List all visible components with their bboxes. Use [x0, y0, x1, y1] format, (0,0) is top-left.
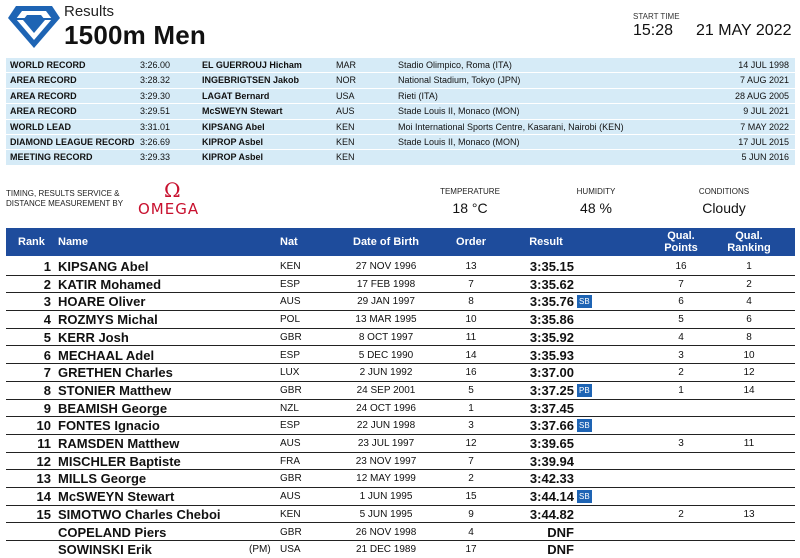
dob-cell: 23 JUL 1997 — [357, 438, 415, 449]
start-time-label: START TIME — [633, 12, 680, 21]
order-cell: 2 — [468, 473, 474, 485]
order-cell: 5 — [468, 384, 474, 396]
header-qual-points-2: Points — [664, 242, 698, 254]
athlete-name: SIMOTWO Charles Cheboi — [58, 506, 221, 522]
result-cell: 3:37.25 — [529, 382, 574, 398]
result-cell: 3:37.45 — [529, 400, 574, 416]
record-mark: 3:28.32 — [140, 75, 171, 86]
event-date: 21 MAY 2022 — [696, 22, 792, 39]
athlete-name: RAMSDEN Matthew — [58, 436, 180, 451]
record-mark: 3:29.51 — [140, 106, 171, 117]
result-cell: DNF — [547, 542, 574, 558]
order-cell: 13 — [465, 261, 477, 272]
athlete-name: COPELAND Piers — [58, 524, 167, 540]
rank-cell: 7 — [43, 365, 51, 381]
result-cell: 3:37.00 — [529, 365, 574, 381]
record-venue: National Stadium, Tokyo (JPN) — [398, 75, 521, 86]
table-row — [6, 276, 795, 294]
record-holder: KIPROP Asbel — [202, 137, 264, 147]
qual-ranking-cell: 11 — [743, 438, 755, 449]
dob-cell: 21 DEC 1989 — [355, 544, 417, 556]
dob-cell: 12 MAY 1999 — [356, 473, 416, 485]
record-nat: KEN — [336, 152, 355, 163]
table-row — [6, 347, 795, 365]
dob-cell: 5 JUN 1995 — [359, 508, 413, 520]
record-nat: KEN — [336, 137, 355, 147]
record-mark: 3:31.01 — [140, 121, 171, 132]
record-mark: 3:26.00 — [140, 60, 171, 70]
qual-ranking-cell: 12 — [743, 367, 755, 379]
result-cell: 3:35.76 — [529, 294, 574, 310]
nat-cell: KEN — [280, 261, 301, 272]
athlete-name: MISCHLER Baptiste — [58, 453, 181, 469]
record-nat: AUS — [336, 106, 355, 117]
header-order: Order — [456, 236, 486, 248]
event-title: 1500m Men — [64, 20, 206, 50]
record-row — [6, 73, 795, 88]
qual-ranking-cell: 2 — [746, 278, 752, 290]
record-holder: KIPROP Asbel — [202, 152, 264, 163]
qual-ranking-cell: 14 — [743, 384, 755, 396]
record-venue: Rieti (ITA) — [398, 90, 438, 101]
record-venue: Stadio Olimpico, Roma (ITA) — [398, 60, 512, 70]
nat-cell: GBR — [280, 526, 302, 538]
rank-cell: 3 — [43, 294, 51, 310]
humidity-label: HUMIDITY — [576, 187, 616, 196]
header-nat: Nat — [280, 236, 298, 248]
record-title: DIAMOND LEAGUE RECORD — [10, 137, 135, 147]
timing-label: TIMING, RESULTS SERVICE & DISTANCE MEASUREMENT BY — [6, 189, 124, 208]
record-title: WORLD LEAD — [10, 121, 71, 132]
athlete-name: KATIR Mohamed — [58, 276, 162, 292]
record-title: AREA RECORD — [10, 106, 77, 117]
record-venue: Stade Louis II, Monaco (MON) — [398, 106, 520, 117]
header-dob: Date of Birth — [353, 236, 419, 248]
dob-cell: 1 JUN 1995 — [359, 491, 413, 503]
result-cell: 3:44.82 — [529, 506, 574, 522]
record-date: 28 AUG 2005 — [734, 90, 789, 101]
order-cell: 11 — [465, 331, 477, 343]
table-row — [6, 293, 795, 311]
table-row — [6, 488, 795, 506]
record-holder: INGEBRIGTSEN Jakob — [202, 75, 300, 86]
dob-cell: 24 SEP 2001 — [356, 384, 416, 396]
rank-cell: 15 — [36, 506, 51, 522]
result-cell: 3:35.92 — [529, 329, 574, 345]
athlete-name: KIPSANG Abel — [58, 259, 149, 274]
record-row — [6, 104, 795, 119]
record-mark: 3:29.33 — [140, 152, 171, 163]
record-title: AREA RECORD — [10, 90, 77, 101]
record-row — [6, 135, 795, 150]
record-holder: KIPSANG Abel — [202, 121, 265, 132]
record-row — [6, 150, 795, 165]
nat-cell: AUS — [280, 491, 301, 503]
qual-points-cell: 6 — [678, 296, 684, 308]
athlete-name: MECHAAL Adel — [58, 347, 155, 363]
result-badge: SB — [579, 421, 590, 431]
rank-cell: 2 — [43, 276, 51, 292]
qual-points-cell: 5 — [678, 314, 684, 326]
record-date: 5 JUN 2016 — [741, 152, 789, 163]
rank-cell: 12 — [36, 453, 51, 469]
record-row — [6, 58, 795, 73]
record-date: 7 AUG 2021 — [739, 75, 789, 86]
dob-cell: 26 NOV 1998 — [355, 526, 417, 538]
record-holder: EL GUERROUJ Hicham — [202, 60, 302, 70]
order-cell: 12 — [465, 438, 477, 449]
result-badge: SB — [579, 297, 590, 307]
result-cell: 3:37.66 — [529, 418, 574, 434]
table-row — [6, 382, 795, 400]
qual-ranking-cell: 1 — [746, 261, 752, 272]
table-row — [6, 506, 795, 524]
order-cell: 4 — [468, 526, 474, 538]
qual-points-cell: 2 — [678, 367, 684, 379]
nat-cell: GBR — [280, 331, 302, 343]
order-cell: 16 — [465, 367, 477, 379]
nat-cell: USA — [280, 544, 301, 556]
rank-cell: 4 — [43, 312, 51, 328]
record-row — [6, 89, 795, 104]
table-row — [6, 435, 795, 453]
table-row — [6, 258, 795, 276]
nat-cell: ESP — [280, 278, 301, 290]
results-label: Results — [64, 3, 115, 20]
qual-ranking-cell: 4 — [746, 296, 752, 308]
record-venue: Moi International Sports Centre, Kasarani, Nairobi (KEN) — [398, 121, 624, 132]
dob-cell: 13 MAR 1995 — [355, 314, 417, 326]
order-cell: 8 — [468, 296, 474, 308]
dob-cell: 22 JUN 1998 — [356, 420, 416, 432]
dob-cell: 29 JAN 1997 — [357, 296, 415, 308]
rank-cell: 5 — [43, 329, 51, 345]
athlete-name: McSWEYN Stewart — [58, 489, 175, 505]
record-date: 17 JUL 2015 — [738, 137, 789, 147]
record-title: WORLD RECORD — [10, 60, 86, 70]
nat-cell: LUX — [280, 367, 300, 379]
order-cell: 9 — [468, 508, 474, 520]
qual-ranking-cell: 13 — [743, 508, 755, 520]
header-name: Name — [58, 236, 88, 248]
rank-cell: 13 — [36, 471, 51, 487]
qual-points-cell: 16 — [675, 261, 687, 272]
qual-ranking-cell: 10 — [743, 349, 755, 361]
dob-cell: 2 JUN 1992 — [359, 367, 413, 379]
qual-points-cell: 7 — [678, 278, 684, 290]
qual-points-cell: 4 — [678, 331, 684, 343]
table-row — [6, 311, 795, 329]
qual-points-cell: 2 — [678, 508, 684, 520]
rank-cell: 14 — [36, 489, 51, 505]
rank-cell: 10 — [36, 418, 51, 434]
athlete-name: GRETHEN Charles — [58, 365, 173, 381]
conditions-label: CONDITIONS — [698, 187, 750, 196]
qual-points-cell: 3 — [678, 438, 684, 449]
result-cell: 3:35.93 — [529, 347, 574, 363]
result-cell: 3:44.14 — [529, 489, 574, 505]
table-row — [6, 329, 795, 347]
record-mark: 3:26.69 — [140, 137, 171, 147]
record-nat: KEN — [336, 121, 355, 132]
record-date: 14 JUL 1998 — [738, 60, 789, 70]
rank-cell: 1 — [43, 259, 51, 274]
record-nat: NOR — [336, 75, 356, 86]
qual-ranking-cell: 8 — [746, 331, 752, 343]
result-cell: 3:35.15 — [529, 259, 574, 274]
dob-cell: 23 NOV 1997 — [355, 455, 417, 467]
order-cell: 10 — [465, 314, 477, 326]
nat-cell: POL — [280, 314, 301, 326]
athlete-name: SOWINSKI Erik — [58, 542, 152, 558]
nat-cell: ESP — [280, 349, 301, 361]
header-qual-ranking-1: Qual. — [735, 230, 763, 242]
nat-cell: GBR — [280, 473, 302, 485]
dob-cell: 8 OCT 1997 — [358, 331, 414, 343]
table-row — [6, 470, 795, 488]
conditions-value: Cloudy — [702, 200, 746, 216]
rank-cell: 8 — [43, 382, 51, 398]
header-rank: Rank — [18, 236, 45, 248]
athlete-name: STONIER Matthew — [58, 382, 172, 398]
header-qual-points-1: Qual. — [667, 230, 695, 242]
diamond-league-logo-icon — [8, 4, 60, 50]
order-cell: 7 — [468, 455, 474, 467]
rank-cell: 11 — [37, 436, 51, 451]
result-badge: SB — [579, 492, 590, 502]
result-cell: 3:35.86 — [529, 312, 574, 328]
rank-cell: 9 — [43, 400, 51, 416]
record-venue: Stade Louis II, Monaco (MON) — [398, 137, 520, 147]
athlete-name: BEAMISH George — [58, 400, 168, 416]
record-holder: McSWEYN Stewart — [202, 106, 283, 117]
table-row — [6, 400, 795, 418]
result-cell: 3:39.94 — [529, 453, 574, 469]
nat-cell: FRA — [280, 455, 300, 467]
rank-cell: 6 — [43, 347, 51, 363]
athlete-name: KERR Josh — [58, 329, 129, 345]
dob-cell: 5 DEC 1990 — [358, 349, 414, 361]
nat-cell: AUS — [280, 438, 301, 449]
athlete-name: ROZMYS Michal — [58, 312, 158, 328]
nat-cell: KEN — [280, 508, 301, 520]
dob-cell: 24 OCT 1996 — [356, 402, 416, 414]
record-nat: USA — [336, 90, 355, 101]
temperature-label: TEMPERATURE — [440, 187, 500, 196]
athlete-note: (PM) — [249, 544, 271, 556]
result-cell: 3:35.62 — [529, 276, 574, 292]
record-row — [6, 120, 795, 135]
table-row — [6, 541, 795, 558]
table-row — [6, 417, 795, 435]
omega-wordmark: OMEGA — [138, 200, 200, 218]
record-holder: LAGAT Bernard — [202, 90, 270, 101]
table-row — [6, 524, 795, 542]
dob-cell: 27 NOV 1996 — [355, 261, 417, 272]
order-cell: 15 — [465, 491, 477, 503]
result-cell: 3:42.33 — [529, 471, 574, 487]
table-row — [6, 364, 795, 382]
record-mark: 3:29.30 — [140, 90, 171, 101]
nat-cell: GBR — [280, 384, 302, 396]
athlete-name: MILLS George — [58, 471, 147, 487]
result-cell: DNF — [547, 524, 574, 540]
qual-ranking-cell: 6 — [746, 314, 752, 326]
record-title: MEETING RECORD — [10, 152, 93, 163]
nat-cell: ESP — [280, 420, 301, 432]
dob-cell: 17 FEB 1998 — [356, 278, 416, 290]
omega-logo-icon: Ω — [164, 178, 181, 202]
record-date: 7 MAY 2022 — [740, 121, 789, 132]
qual-points-cell: 3 — [678, 349, 684, 361]
nat-cell: NZL — [280, 402, 299, 414]
qual-points-cell: 1 — [678, 384, 684, 396]
order-cell: 7 — [468, 278, 474, 290]
records-table — [6, 58, 795, 166]
athlete-name: HOARE Oliver — [58, 294, 146, 310]
start-time: 15:28 — [633, 22, 674, 39]
nat-cell: AUS — [280, 296, 301, 308]
athlete-name: FONTES Ignacio — [58, 418, 160, 434]
table-row — [6, 453, 795, 471]
record-title: AREA RECORD — [10, 75, 77, 86]
order-cell: 17 — [465, 544, 477, 556]
result-badge: PB — [579, 385, 590, 395]
record-date: 9 JUL 2021 — [743, 106, 789, 117]
order-cell: 14 — [465, 349, 477, 361]
header-qual-ranking-2: Ranking — [727, 242, 771, 254]
results-table-header — [6, 228, 795, 256]
order-cell: 1 — [468, 402, 474, 414]
humidity-value: 48 % — [580, 200, 612, 216]
record-nat: MAR — [336, 60, 356, 70]
temperature-value: 18 °C — [452, 200, 488, 216]
order-cell: 3 — [468, 420, 474, 432]
header-result: Result — [529, 236, 563, 248]
result-cell: 3:39.65 — [529, 436, 574, 451]
